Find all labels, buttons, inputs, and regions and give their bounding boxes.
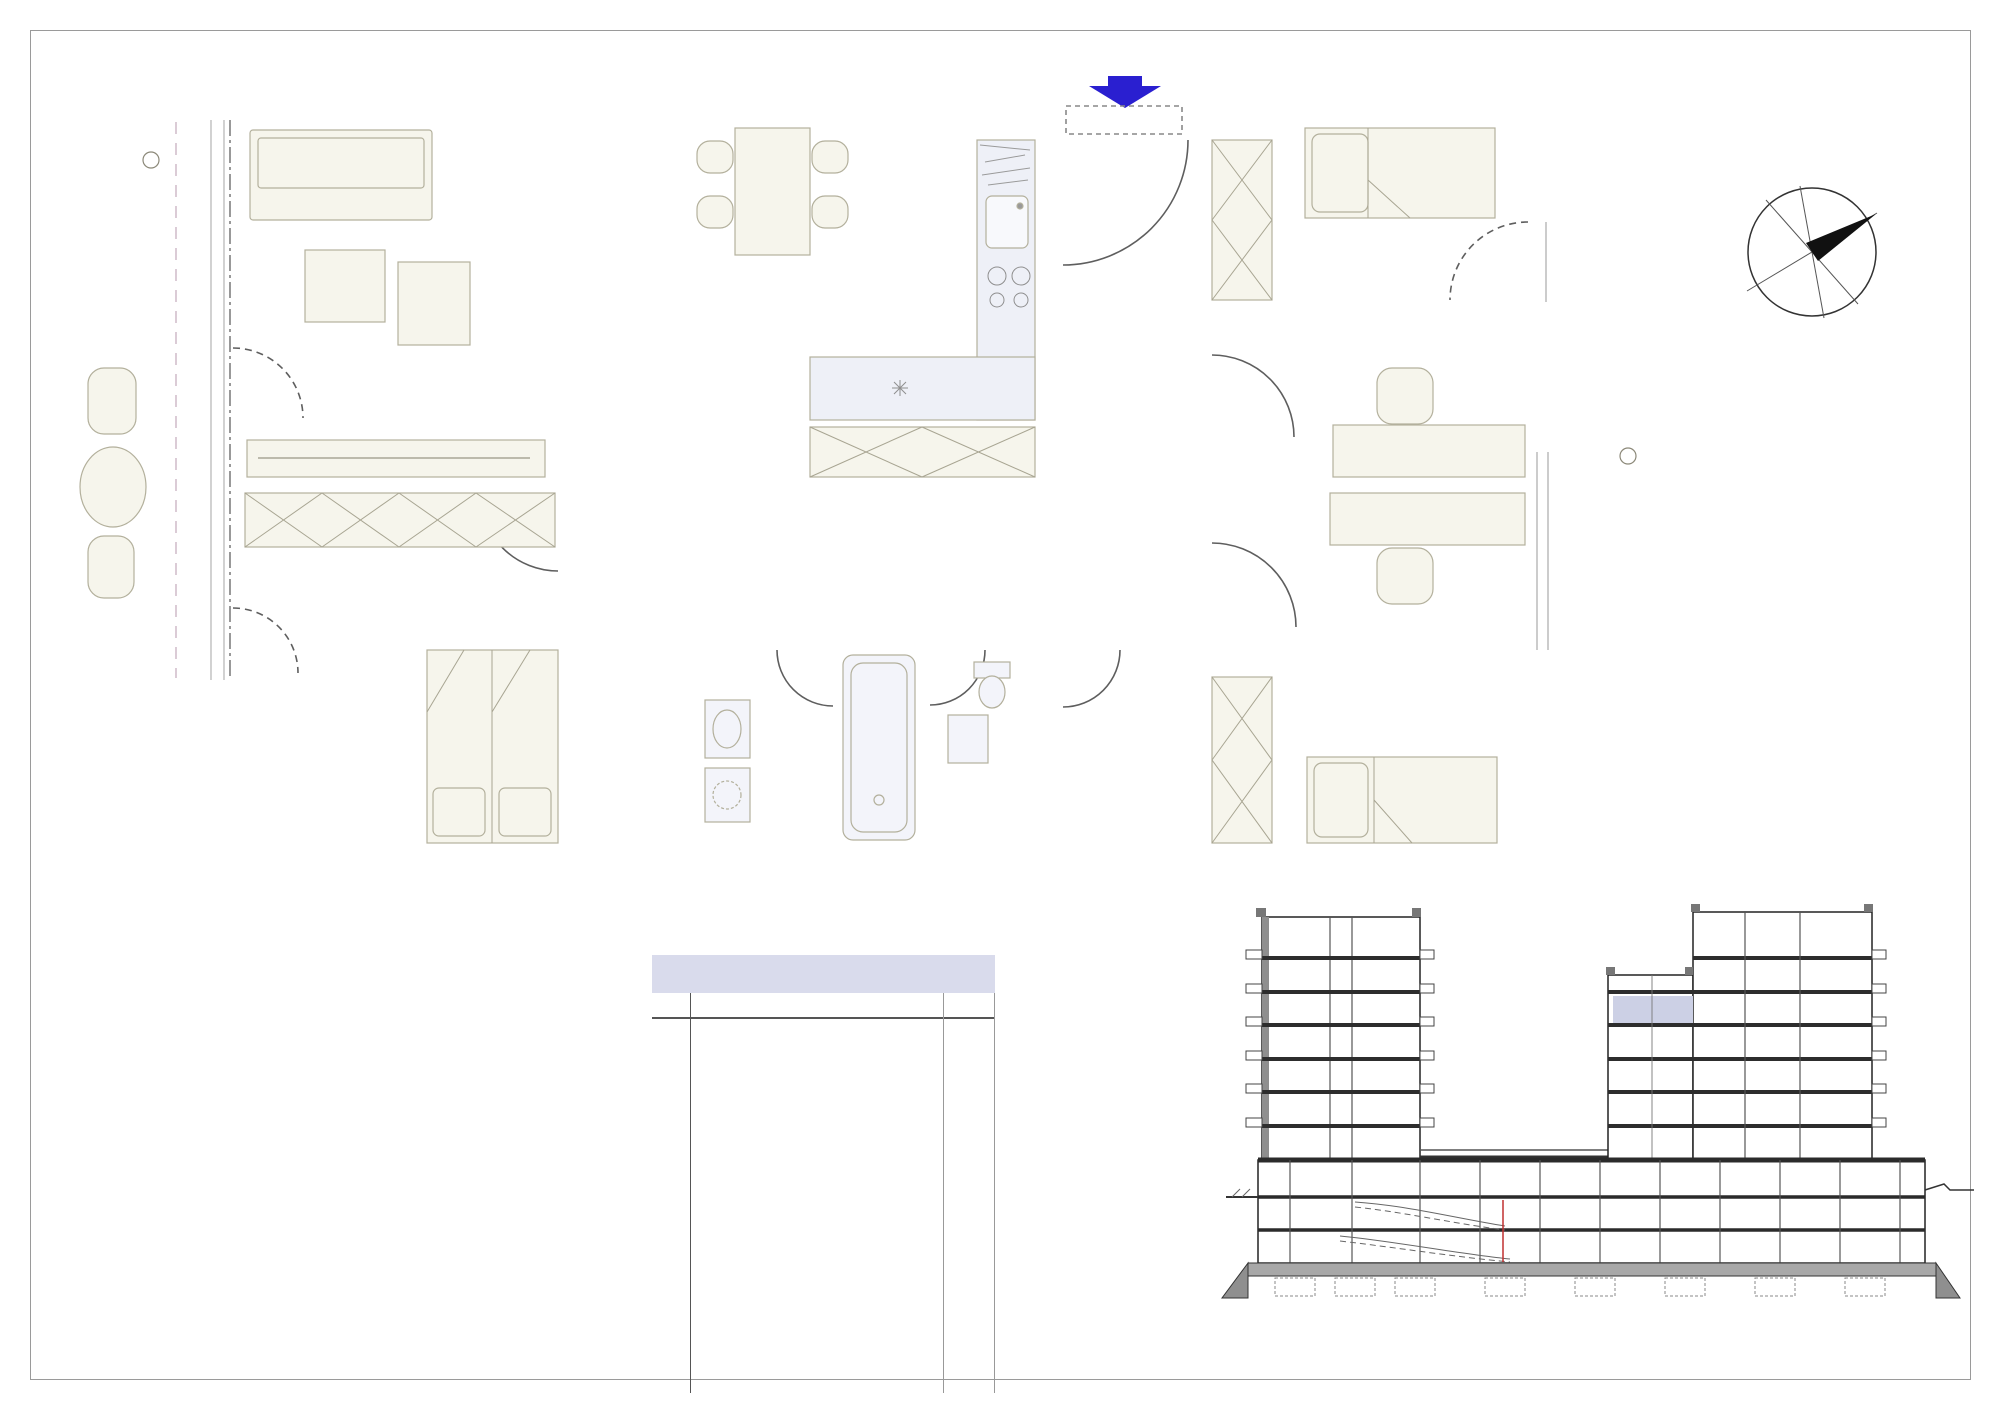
terrace-chair [88,536,134,598]
desk-chair [1377,368,1433,424]
furniture [80,128,1636,843]
coffee-table [305,250,385,322]
section-highlight-6np [1613,996,1693,1023]
chair [697,196,733,228]
bathtub [843,655,915,840]
section-drawing [1222,904,1974,1298]
terrace-chair [88,368,136,434]
chair [697,141,733,173]
desk-room6 [1330,493,1525,545]
wc-sink [948,715,988,763]
wardrobe-room5 [245,493,555,547]
chair [812,141,848,173]
wardrobe-room6 [1212,677,1272,843]
drain-mark [1620,448,1636,464]
wardrobe-room7 [1212,140,1272,300]
compass-icon [1747,186,1877,318]
desk-room7 [1333,425,1525,477]
coffee-table [398,262,470,345]
cabinet-row [810,427,1035,477]
kitchen-island [810,357,1035,420]
drain-mark [143,152,159,168]
terrace-table [80,447,146,527]
desk-chair [1377,548,1433,604]
dining-table [735,128,810,255]
washing-machine [705,768,750,822]
washbasin [705,700,750,758]
chair [812,196,848,228]
